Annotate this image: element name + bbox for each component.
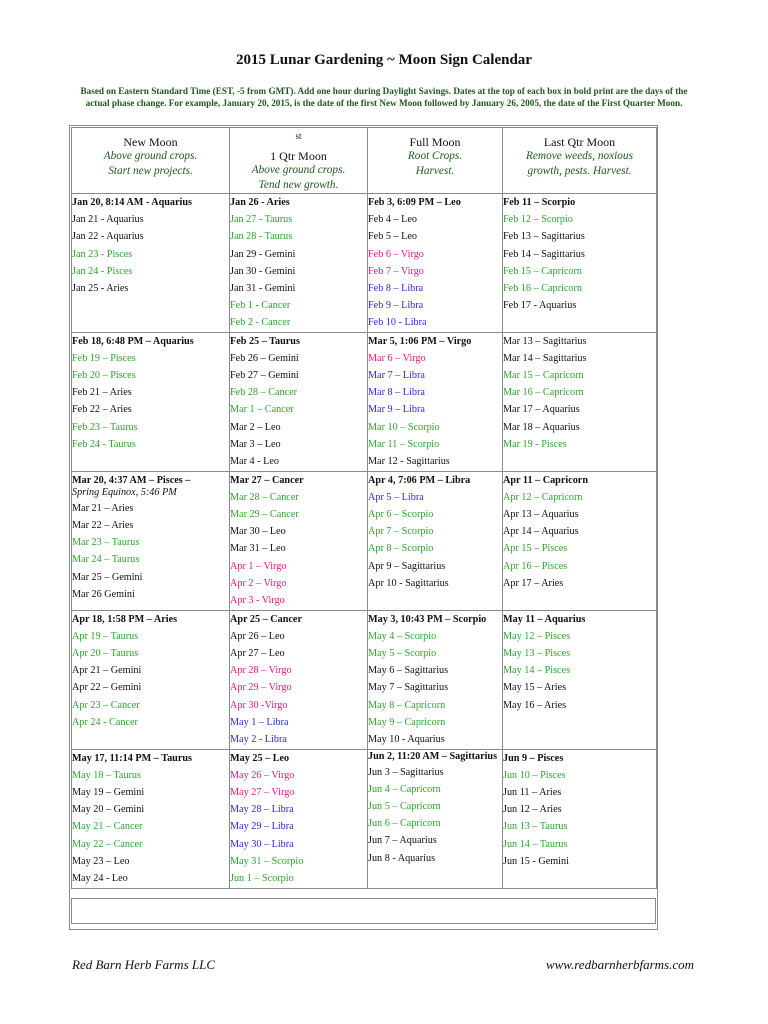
calendar-cell	[230, 194, 368, 333]
calendar-cell	[503, 332, 657, 471]
moon-sign-date: May 18 – Taurus	[72, 769, 141, 781]
phase-change-date: Jan 20, 8:14 AM - Aquarius	[72, 197, 193, 208]
intro-text: Based on Eastern Standard Time (EST, -5 from GMT). Add one hour during Daylight Savings. Dates at the top of each box in bold print are the days of the actual phase change. For example, January 20, 2015, is the date of the first New Moon followed by January 26, 2005, the date of the First Quarter Moon.	[80, 86, 688, 108]
moon-sign-date: Mar 16 – Capricorn	[503, 387, 584, 399]
moon-sign-date: May 1 – Libra	[230, 716, 289, 728]
moon-sign-date: Mar 28 – Cancer	[230, 491, 299, 503]
moon-sign-date: Feb 26 – Gemini	[230, 352, 299, 364]
header-last-qtr-moon	[503, 128, 657, 194]
moon-sign-date: May 7 – Sagittarius	[368, 682, 449, 694]
moon-sign-date: Mar 3 – Leo	[230, 438, 281, 450]
moon-sign-date: May 19 – Gemini	[72, 787, 145, 799]
moon-sign-date: Jan 31 - Gemini	[230, 283, 296, 295]
moon-sign-date: Mar 10 – Scorpio	[368, 421, 440, 433]
moon-sign-date: Mar 11 – Scorpio	[368, 438, 440, 450]
moon-sign-date: Apr 17 – Aries	[503, 577, 564, 589]
moon-sign-date: Apr 3 - Virgo	[230, 595, 285, 607]
header-sub: Tend new growth.	[258, 179, 339, 191]
phase-change-date: May 17, 11:14 PM – Taurus	[72, 752, 192, 764]
moon-sign-date: Mar 7 – Libra	[368, 370, 425, 382]
moon-sign-date: Jan 24 - Pisces	[72, 265, 133, 277]
moon-sign-date: Feb 15 – Capricorn	[503, 265, 582, 277]
moon-sign-date: May 27 – Virgo	[230, 787, 295, 799]
moon-sign-date: Apr 30 -Virgo	[230, 699, 288, 711]
moon-sign-date: Jun 1 – Scorpio	[230, 873, 294, 885]
phase-change-date: Feb 11 – Scorpio	[503, 197, 576, 208]
header-prefix: 1	[270, 149, 277, 163]
header-full-moon	[368, 128, 503, 194]
moon-sign-date: Feb 10 - Libra	[368, 317, 427, 329]
header-sub: Harvest.	[415, 165, 455, 177]
moon-sign-date: Feb 4 – Leo	[368, 214, 417, 226]
moon-sign-date: Jan 27 - Taurus	[230, 214, 293, 226]
moon-sign-date: Apr 6 – Scorpio	[368, 509, 434, 521]
moon-sign-date: Apr 5 – Libra	[368, 491, 424, 503]
moon-sign-date: May 8 – Capricorn	[368, 699, 446, 711]
calendar-cell	[503, 610, 657, 749]
moon-sign-date: Feb 2 - Cancer	[230, 317, 291, 329]
moon-sign-date: Mar 13 – Sagittarius	[503, 335, 587, 347]
phase-change-date: Apr 25 – Cancer	[230, 613, 302, 625]
moon-sign-date: Feb 17 - Aquarius	[503, 300, 577, 312]
moon-sign-date: May 24 - Leo	[72, 873, 128, 885]
header-name: Qtr Moon	[279, 149, 327, 163]
moon-sign-date: Feb 21 – Aries	[72, 387, 132, 399]
moon-sign-date: May 16 – Aries	[503, 699, 567, 711]
moon-sign-date: Mar 25 – Gemini	[72, 571, 143, 583]
phase-change-date: Jun 2, 11:20 AM – Sagittarius	[368, 750, 498, 762]
moon-sign-date: Apr 27 – Leo	[230, 648, 285, 660]
page-title: 2015 Lunar Gardening ~ Moon Sign Calendar	[236, 52, 532, 68]
moon-sign-date: May 29 – Libra	[230, 821, 294, 833]
moon-sign-date: Apr 21 – Gemini	[72, 665, 142, 677]
moon-sign-date: Feb 8 – Libra	[368, 283, 424, 295]
calendar-cell	[72, 471, 230, 610]
moon-sign-date: May 5 – Scorpio	[368, 648, 437, 660]
phase-change-date: Mar 5, 1:06 PM – Virgo	[368, 335, 472, 347]
moon-sign-date: Mar 30 – Leo	[230, 526, 286, 538]
moon-sign-date: May 6 – Sagittarius	[368, 665, 449, 677]
moon-sign-date: Apr 26 – Leo	[230, 630, 285, 642]
moon-sign-date: Feb 27 – Gemini	[230, 370, 299, 382]
moon-sign-date: Jun 15 - Gemini	[503, 855, 569, 867]
moon-sign-date: Jun 11 – Aries	[503, 787, 562, 799]
moon-sign-date: May 4 – Scorpio	[368, 630, 437, 642]
moon-sign-date: Jan 23 - Pisces	[72, 248, 133, 260]
moon-sign-date: Mar 31 – Leo	[230, 543, 286, 555]
moon-sign-date: May 15 – Aries	[503, 682, 567, 694]
moon-sign-date: May 13 – Pisces	[503, 648, 571, 660]
moon-sign-date: Jun 12 – Aries	[503, 804, 562, 816]
moon-sign-date: May 10 - Aquarius	[368, 734, 445, 746]
moon-sign-date: May 22 – Cancer	[72, 838, 143, 850]
moon-sign-date: Feb 14 – Sagittarius	[503, 248, 585, 260]
footer-company: Red Barn Herb Farms LLC	[72, 957, 216, 972]
moon-sign-date: Mar 8 – Libra	[368, 387, 425, 399]
moon-sign-date: Mar 14 – Sagittarius	[503, 352, 587, 364]
calendar-cell	[503, 471, 657, 610]
moon-sign-date: Jan 22 - Aquarius	[72, 231, 144, 243]
calendar-row	[72, 332, 657, 471]
moon-sign-date: Feb 13 – Sagittarius	[503, 231, 585, 243]
moon-sign-date: Mar 23 – Taurus	[72, 537, 140, 549]
calendar-row	[72, 471, 657, 610]
calendar-cell	[368, 332, 503, 471]
moon-sign-date: Feb 22 – Aries	[72, 404, 132, 416]
moon-sign-date: Apr 29 – Virgo	[230, 682, 292, 694]
moon-sign-date: Mar 17 – Aquarius	[503, 404, 580, 416]
moon-sign-date: Feb 5 – Leo	[368, 231, 417, 243]
moon-sign-date: Jan 21 - Aquarius	[72, 214, 144, 226]
header-sub: Above ground crops.	[251, 164, 346, 176]
moon-sign-date: Jan 30 - Gemini	[230, 265, 296, 277]
phase-change-date: Mar 20, 4:37 AM – Pisces –	[72, 474, 191, 486]
moon-sign-date: May 31 – Scorpio	[230, 855, 304, 867]
calendar-note: Spring Equinox, 5:46 PM	[72, 486, 177, 498]
moon-sign-date: May 26 – Virgo	[230, 769, 295, 781]
moon-sign-date: Feb 16 – Capricorn	[503, 283, 582, 295]
moon-sign-date: Feb 7 – Virgo	[368, 265, 424, 277]
header-row	[72, 128, 657, 194]
moon-sign-date: Apr 28 – Virgo	[230, 665, 292, 677]
moon-sign-date: Mar 9 – Libra	[368, 404, 425, 416]
moon-sign-date: Feb 6 – Virgo	[368, 248, 424, 260]
calendar-cell	[230, 749, 368, 888]
header-sub: growth, pests. Harvest.	[527, 165, 632, 177]
empty-footer-row	[71, 898, 656, 924]
moon-sign-date: Mar 1 – Cancer	[230, 404, 294, 416]
moon-sign-date: Apr 12 – Capricorn	[503, 491, 583, 503]
moon-sign-date: Feb 23 – Taurus	[72, 421, 138, 433]
moon-sign-date: Mar 22 – Aries	[72, 520, 134, 532]
phase-change-date: May 11 – Aquarius	[503, 613, 586, 625]
moon-sign-date: Mar 2 – Leo	[230, 421, 281, 433]
moon-sign-date: Jun 10 – Pisces	[503, 769, 566, 781]
phase-change-date: Apr 18, 1:58 PM – Aries	[72, 613, 178, 625]
calendar-cell	[368, 610, 503, 749]
moon-sign-date: Apr 19 – Taurus	[72, 630, 139, 642]
moon-sign-date: Apr 22 – Gemini	[72, 682, 142, 694]
moon-sign-date: Apr 14 – Aquarius	[503, 526, 579, 538]
calendar-cell	[230, 610, 368, 749]
moon-sign-date: Jan 25 - Aries	[72, 283, 129, 295]
moon-sign-date: Jun 8 - Aquarius	[368, 852, 436, 864]
moon-sign-date: Apr 16 – Pisces	[503, 560, 568, 572]
moon-sign-date: Mar 24 – Taurus	[72, 554, 140, 566]
moon-sign-date: Apr 9 – Sagittarius	[368, 560, 446, 572]
header-title	[230, 131, 367, 163]
header-first-qtr-moon	[230, 128, 368, 194]
phase-change-date: Feb 3, 6:09 PM – Leo	[368, 197, 461, 208]
footer-website: www.redbarnherbfarms.com	[545, 957, 694, 972]
moon-sign-date: Feb 1 - Cancer	[230, 300, 291, 312]
moon-sign-date: Jan 29 - Gemini	[230, 248, 296, 260]
moon-sign-date: Feb 24 - Taurus	[72, 438, 136, 450]
moon-sign-date: Jun 6 – Capricorn	[368, 818, 441, 830]
moon-sign-date: Apr 24 - Cancer	[72, 716, 138, 728]
moon-sign-date: Jun 13 – Taurus	[503, 821, 568, 833]
calendar-cell	[72, 610, 230, 749]
phase-change-date: May 25 – Leo	[230, 752, 290, 764]
moon-sign-date: Jun 7 – Aquarius	[368, 835, 437, 847]
moon-sign-date: Apr 13 – Aquarius	[503, 509, 579, 521]
header-sub: Start new projects.	[108, 165, 193, 177]
header-title: Last Qtr Moon	[543, 135, 616, 149]
moon-sign-date: Apr 2 – Virgo	[230, 577, 287, 589]
moon-sign-date: Jun 14 – Taurus	[503, 838, 568, 850]
header-sup: st	[295, 131, 302, 141]
calendar-cell	[368, 749, 503, 888]
calendar-row	[72, 194, 657, 333]
moon-sign-date: Mar 6 – Virgo	[368, 352, 426, 364]
calendar-cell	[503, 194, 657, 333]
phase-change-date: Jan 26 - Aries	[230, 197, 290, 208]
moon-sign-date: Apr 23 – Cancer	[72, 699, 140, 711]
header-new-moon	[72, 128, 230, 194]
moon-sign-date: May 2 - Libra	[230, 734, 287, 746]
moon-sign-date: Mar 26 Gemini	[72, 588, 135, 600]
moon-sign-date: May 9 – Capricorn	[368, 716, 446, 728]
phase-change-date: Mar 27 – Cancer	[230, 474, 304, 486]
calendar-cell	[230, 471, 368, 610]
phase-change-date: Apr 4, 7:06 PM – Libra	[368, 474, 471, 486]
moon-sign-date: Jun 4 – Capricorn	[368, 783, 441, 795]
header-sub: Above ground crops.	[103, 150, 198, 162]
phase-change-date: Apr 11 – Capricorn	[503, 474, 588, 486]
moon-sign-date: May 12 – Pisces	[503, 630, 571, 642]
calendar-cell	[72, 749, 230, 888]
moon-sign-date: Jun 3 – Sagittarius	[368, 766, 444, 778]
moon-sign-date: May 14 – Pisces	[503, 665, 571, 677]
moon-sign-date: Mar 15 – Capricorn	[503, 370, 584, 382]
moon-sign-date: Mar 29 – Cancer	[230, 509, 299, 521]
calendar-row	[72, 749, 657, 888]
moon-sign-date: May 20 – Gemini	[72, 804, 145, 816]
phase-change-date: Jun 9 – Pisces	[503, 752, 564, 764]
moon-sign-date: Apr 8 – Scorpio	[368, 543, 434, 555]
moon-sign-date: Feb 20 – Pisces	[72, 370, 136, 382]
moon-sign-date: Mar 18 – Aquarius	[503, 421, 580, 433]
moon-sign-date: Apr 10 - Sagittarius	[368, 577, 449, 589]
calendar-cell	[368, 471, 503, 610]
moon-sign-date: Feb 19 – Pisces	[72, 352, 136, 364]
moon-sign-date: Mar 21 – Aries	[72, 502, 134, 514]
moon-sign-date: Jun 5 – Capricorn	[368, 801, 441, 813]
moon-sign-date: Feb 28 – Cancer	[230, 387, 298, 399]
calendar-cell	[230, 332, 368, 471]
phase-change-date: May 3, 10:43 PM – Scorpio	[368, 613, 487, 625]
moon-sign-date: Feb 9 – Libra	[368, 300, 424, 312]
calendar-row	[72, 610, 657, 749]
moon-calendar-table	[71, 127, 657, 889]
moon-sign-date: May 30 – Libra	[230, 838, 294, 850]
header-sub: Root Crops.	[407, 150, 463, 162]
moon-sign-date: May 28 – Libra	[230, 804, 294, 816]
moon-sign-date: Apr 15 – Pisces	[503, 543, 568, 555]
moon-sign-date: Feb 12 – Scorpio	[503, 214, 573, 226]
calendar-cell	[368, 194, 503, 333]
phase-change-date: Feb 25 – Taurus	[230, 335, 300, 347]
header-sub: Remove weeds, noxious	[526, 150, 633, 162]
calendar-cell	[503, 749, 657, 888]
moon-sign-date: Mar 19 - Pisces	[503, 438, 567, 450]
header-title: Full Moon	[409, 135, 461, 149]
moon-sign-date: Mar 12 - Sagittarius	[368, 456, 450, 468]
moon-sign-date: Apr 1 – Virgo	[230, 560, 287, 572]
phase-change-date: Feb 18, 6:48 PM – Aquarius	[72, 335, 194, 347]
moon-sign-date: Apr 20 – Taurus	[72, 648, 139, 660]
calendar-cell	[72, 332, 230, 471]
header-title: New Moon	[123, 135, 178, 149]
calendar-cell	[72, 194, 230, 333]
moon-sign-date: May 23 – Leo	[72, 855, 130, 867]
moon-sign-date: Jan 28 - Taurus	[230, 231, 293, 243]
moon-sign-date: Apr 7 – Scorpio	[368, 526, 434, 538]
moon-sign-date: Mar 4 - Leo	[230, 456, 279, 468]
moon-sign-date: May 21 – Cancer	[72, 821, 143, 833]
